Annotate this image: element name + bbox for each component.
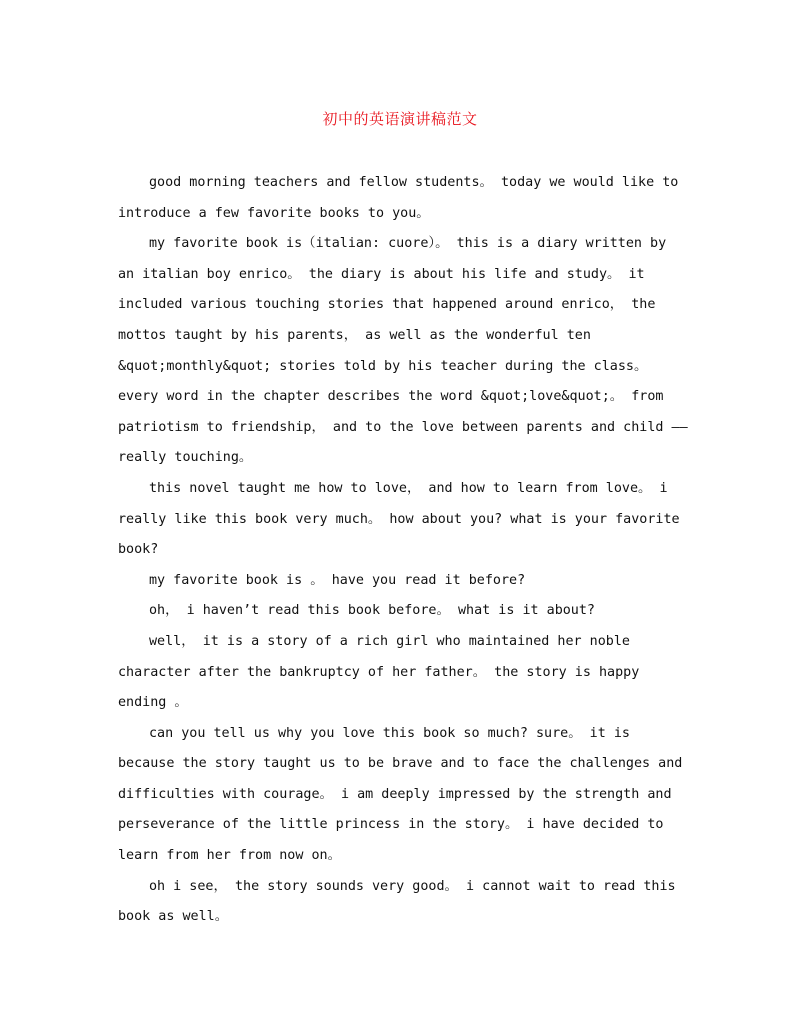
paragraph: this novel taught me how to love， and how to learn from love。 i really like this book very much。 how about you? what is your favorite book? [118,480,680,558]
paragraph: good morning teachers and fellow students。 today we would like to introduce a few favorite books to you。 [118,175,679,221]
paragraph: oh i see， the story sounds very good。 i cannot wait to read this book as well。 [118,878,676,925]
paragraph: oh， i haven’t read this book before。 what is it about? [149,603,595,619]
paragraph: my favorite book is 。 have you read it before? [149,572,526,588]
document-title: 初中的英语演讲稿范文 [322,110,478,128]
paragraph: well， it is a story of a rich girl who maintained her noble character after the bankruptcy of her father。 the story is happy ending 。 [118,633,640,711]
paragraph: my favorite book is（italian: cuore）。 this is a diary written by an italian boy enrico。 the diary is about his life and study。 it included various touching stories that happened around enrico， the mottos taught by his parents， as well as the wonderful ten &quot;monthly&quot; stories told by his teacher during the class。 every word in the chapter describes the word &quot;love&quot;。 from patriotism to friendship， and to the love between parents and child —— really touching。 [118,236,688,466]
paragraph: can you tell us why you love this book so much? sure。 it is because the story taught us to be brave and to face the challenges and difficulties with courage。 i am deeply impressed by the strength and perseverance of the little princess in the story。 i have decided to learn from her from now on。 [118,725,683,864]
document-body [118,168,690,933]
